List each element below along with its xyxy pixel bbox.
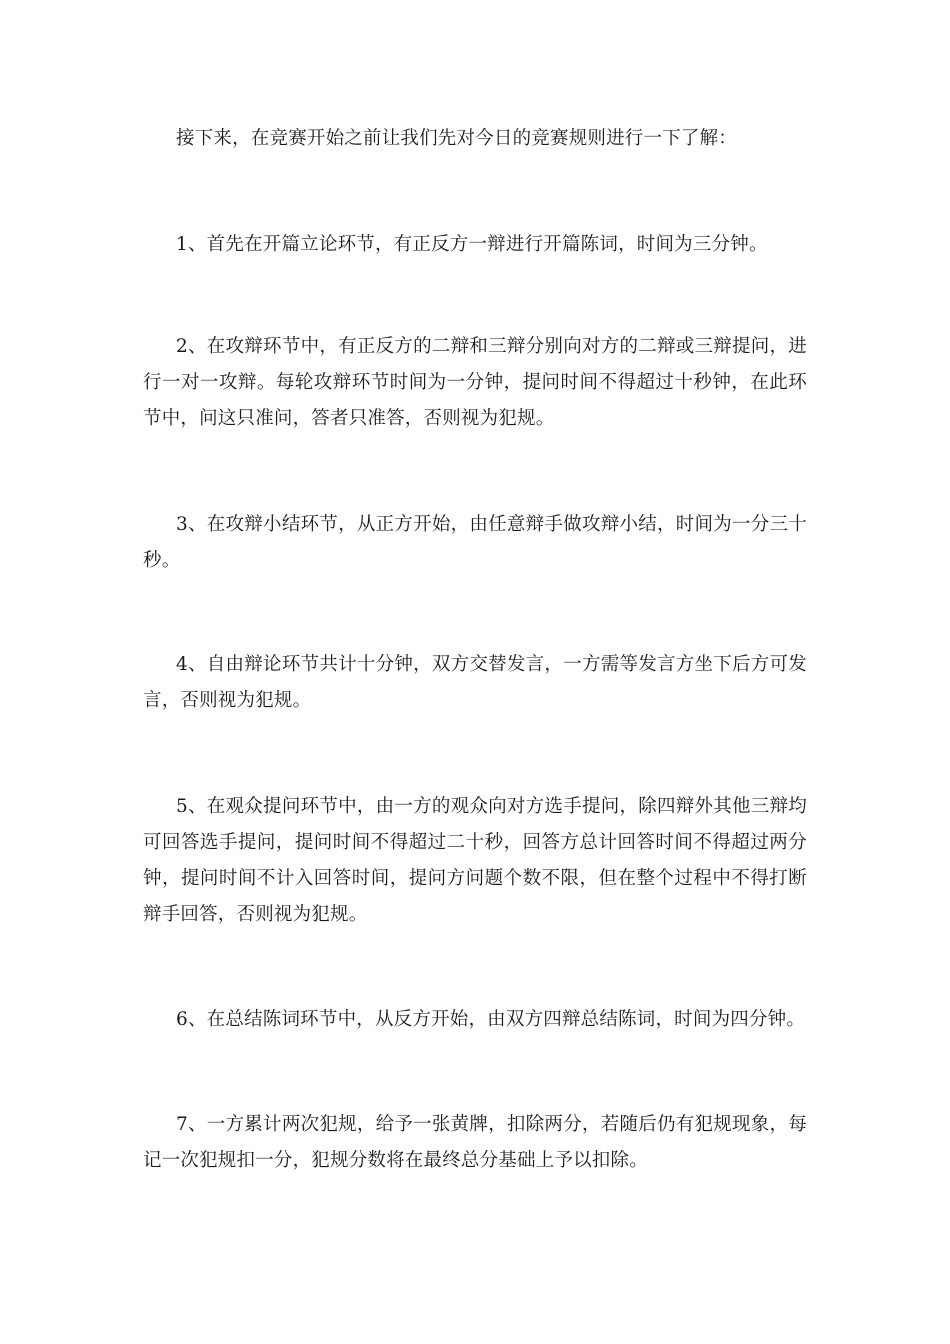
rule-7-paragraph: 7、一方累计两次犯规，给予一张黄牌，扣除两分，若随后仍有犯规现象，每记一次犯规扣一分，犯规分数将在最终总分基础上予以扣除。 [143, 1114, 807, 1171]
rule-6-paragraph: 6、在总结陈词环节中，从反方开始，由双方四辩总结陈词，时间为四分钟。 [176, 1009, 806, 1030]
intro-paragraph: 接下来，在竞赛开始之前让我们先对今日的竞赛规则进行一下了解： [176, 128, 738, 149]
rule-5-paragraph: 5、在观众提问环节中，由一方的观众向对方选手提问，除四辩外其他三辩均可回答选手提问，提问时间不得超过二十秒，回答方总计回答时间不得超过两分钟，提问时间不计入回答时间，提问方问题个数不限，但在整个过程中不得打断辩手回答，否则视为犯规。 [143, 796, 807, 925]
rule-3-paragraph: 3、在攻辩小结环节，从正方开始，由任意辩手做攻辩小结，时间为一分三十秒。 [143, 514, 807, 571]
rule-2-paragraph: 2、在攻辩环节中，有正反方的二辩和三辩分别向对方的二辩或三辩提问，进行一对一攻辩。每轮攻辩环节时间为一分钟，提问时间不得超过十秒钟，在此环节中，问这只准问，答者只准答，否则视为犯规。 [143, 336, 807, 429]
rule-4-paragraph: 4、自由辩论环节共计十分钟，双方交替发言，一方需等发言方坐下后方可发言，否则视为犯规。 [143, 654, 807, 711]
rule-1-paragraph: 1、首先在开篇立论环节，有正反方一辩进行开篇陈词，时间为三分钟。 [176, 234, 768, 255]
